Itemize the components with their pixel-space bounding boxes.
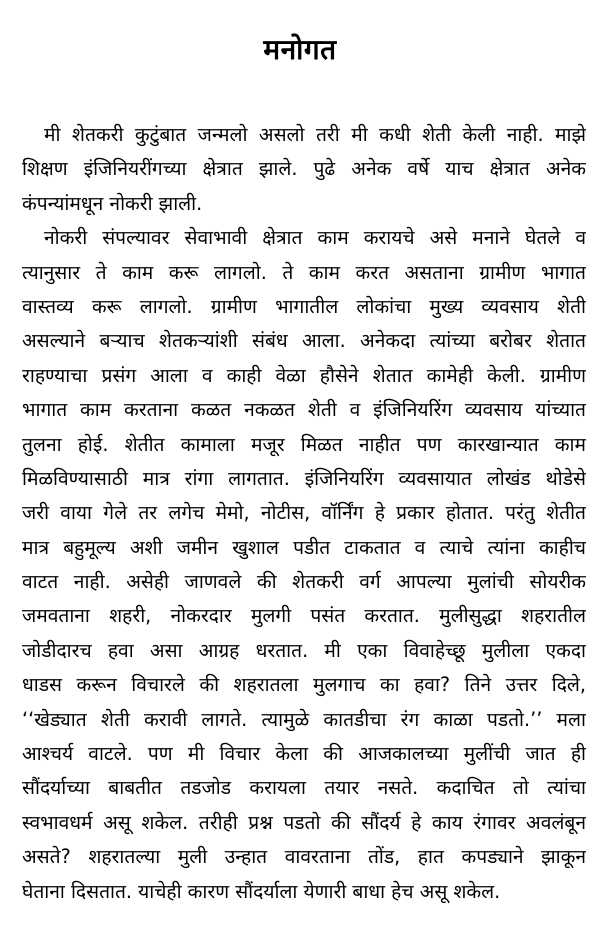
paragraph-2-line-13: जोडीदारच हवा असा आग्रह धरतात. मी एका विवाहेच्छू मुलीला एकदा bbox=[22, 638, 586, 662]
paragraph-2-line-3: वास्तव्य करू लागलो. ग्रामीण भागातील लोकांचा मुख्य व्यवसाय शेती bbox=[22, 294, 586, 318]
paragraph-2-line-16: आश्चर्य वाटले. पण मी विचार केला की आजकालच्या मुलींची जात ही bbox=[22, 742, 586, 766]
paragraph-2-line-20: घेताना दिसतात. याचेही कारण सौंदर्याला येणारी बाधा हेच असू शकेल. bbox=[22, 879, 501, 903]
paragraph-2-line-9: जरी वाया गेले तर लगेच मेमो, नोटीस, वॉर्निंग हे प्रकार होतात. परंतु शेतीत bbox=[22, 501, 586, 525]
paragraph-2-line-14: धाडस करून विचारले की शहरातला मुलगाच का हवा? तिने उत्तर दिले, bbox=[22, 673, 586, 697]
paragraph-2-line-5: राहण्याचा प्रसंग आला व काही वेळा हौसेने शेतात कामेही केली. ग्रामीण bbox=[22, 363, 586, 387]
paragraph-1-line-2: शिक्षण इंजिनियरींगच्या क्षेत्रात झाले. पुढे अनेक वर्षे याच क्षेत्रात अनेक bbox=[22, 157, 586, 181]
paragraph-2-line-18: स्वभावधर्म असू शकेल. तरीही प्रश्न पडतो की सौंदर्य हे काय रंगावर अवलंबून bbox=[22, 810, 586, 834]
paragraph-1-line-1: मी शेतकरी कुटुंबात जन्मलो असलो तरी मी कधी शेती केली नाही. माझे bbox=[44, 123, 586, 146]
paragraph-2-line-10: मात्र बहुमूल्य अशी जमीन खुशाल पडीत टाकतात व त्याचे त्यांना काहीच bbox=[22, 535, 586, 559]
paragraph-2-line-19: असते? शहरातल्या मुली उन्हात वावरताना तोंड, हात कपड्याने झाकून bbox=[22, 845, 586, 869]
paragraph-2-line-4: असल्याने बऱ्याच शेतकऱ्यांशी संबंध आला. अनेकदा त्यांच्या बरोबर शेतात bbox=[22, 329, 586, 353]
paragraph-2-line-11: वाटत नाही. असेही जाणवले की शेतकरी वर्ग आपल्या मुलांची सोयरीक bbox=[22, 570, 586, 594]
body-text bbox=[22, 118, 586, 909]
paragraph-2-line-8: मिळविण्यासाठी मात्र रांगा लागतात. इंजिनियरिंग व्यवसायात लोखंड थोडेसे bbox=[22, 466, 586, 490]
paragraph-1-line-3: कंपन्यांमधून नोकरी झाली. bbox=[22, 191, 203, 215]
paragraph-2-line-15: ‘‘खेड्यात शेती करावी लागते. त्यामुळे कातडीचा रंग काळा पडतो.’’ मला bbox=[22, 707, 586, 731]
paragraph-2-line-1: नोकरी संपल्यावर सेवाभावी क्षेत्रात काम करायचे असे मनाने घेतले व bbox=[44, 226, 586, 250]
paragraph-2-line-7: तुलना होई. शेतीत कामाला मजूर मिळत नाहीत पण कारखान्यात काम bbox=[22, 432, 586, 456]
page-title: मनोगत bbox=[263, 33, 337, 66]
paragraph-2-line-2: त्यानुसार ते काम करू लागलो. ते काम करत असताना ग्रामीण भागात bbox=[22, 260, 586, 284]
paragraph-2-line-12: जमवताना शहरी, नोकरदार मुलगी पसंत करतात. मुलीसुद्धा शहरातील bbox=[22, 604, 586, 628]
paragraph-2-line-17: सौंदर्याच्या बाबतीत तडजोड करायला तयार नसते. कदाचित तो त्यांचा bbox=[22, 776, 586, 800]
paragraph-2-line-6: भागात काम करताना कळत नकळत शेती व इंजिनियरिंग व्यवसाय यांच्यात bbox=[22, 398, 586, 422]
